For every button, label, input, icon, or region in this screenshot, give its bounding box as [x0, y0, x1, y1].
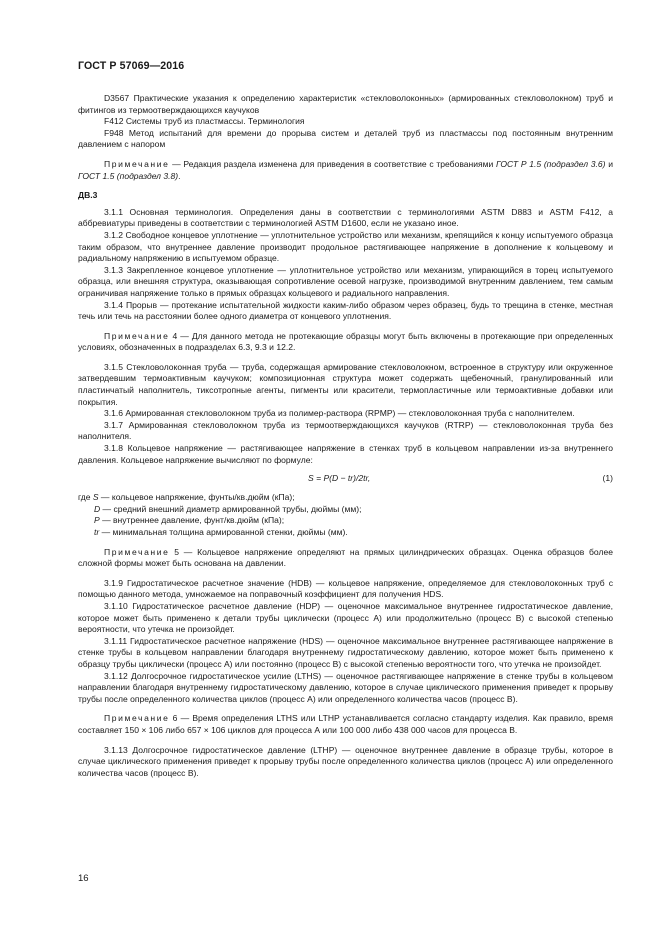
clause-3-1-3: 3.1.3 Закрепленное концевое уплотнение — уплотнительное устройство или механизм, упирающийся в торец испытуемого образца, или внешняя структура, оказывающая сопротивление осевой нагрузке, производимой внутренним давлением, тем самым ограничивая напряжение только в прямых образцах кольцевого и радиального направления. — [78, 264, 613, 298]
clause-3-1-2: 3.1.2 Свободное концевое уплотнение — уплотнительное устройство или механизм, крепящийся к концу испытуемого образца таким образом, что внутреннее давление производит продольное растягивающее напряжение в дополнение к кольцевому и радиальному напряжению в испытуемом образце. — [78, 229, 613, 264]
section-title: ДВ.3 — [78, 190, 98, 201]
definition-row — [78, 504, 613, 516]
note-label: Примечание — [104, 713, 170, 724]
clause-3-1-1: 3.1.1 Основная терминология. Определения даны в соответствии с терминологиями ASTM D883 и ASTM F412, а аббревиатуры приведены в соответствии с терминологией ASTM D1600, если не указано иное. — [78, 206, 613, 229]
note-paren-b: (подраздел 3.8) — [116, 170, 179, 181]
where-word: где — [78, 492, 93, 503]
note-label: Примечание — [104, 330, 170, 341]
note-and: и — [605, 158, 613, 169]
note-number: 6 — [169, 713, 178, 724]
note-4 — [78, 331, 613, 354]
clause-3-1-9: 3.1.9 Гидростатическое расчетное значение (HDB) — кольцевое напряжение, определяемое для стекловолоконных труб с помощью данного метода, умножаемое на поправочный коэффициент для получения HDS. — [78, 577, 613, 600]
definition-text: — средний внешний диаметр армированной трубы, дюймы (мм); — [100, 503, 362, 514]
reference-d3567: D3567 Практические указания к определению характеристик «стекловолоконных» (армированных стекловолокном) труб и фитингов из термоотверждающихся каучуков — [78, 93, 613, 115]
hoop-stress-formula — [78, 473, 613, 485]
note-editorial — [78, 159, 613, 182]
clause-3-1-11: 3.1.11 Гидростатическое расчетное напряжение (HDS) — оценочное максимальное внутреннее растягивающее напряжение в стенке трубы в кольцевом направлении благодаря внутреннему гидростатическому давлению, которое может быть применено к образцу трубы циклически (процесс А) или постоянно (процесс В) с высокой степенью вероятности того, что утечка не произойдет. — [78, 635, 613, 669]
clause-3-1-4: 3.1.4 Прорыв — протекание испытательной жидкости каким-либо образом через образец, будь то трещина в стенке, местная течь или течь на расстоянии более одного диаметра от концевого уплотнения. — [78, 299, 613, 322]
note-text: — Время определения LTHS или LTHP устанавливается согласно стандарту изделия. Как правило, время составляет 150 × 106 либо 657 × 106 циклов для процесса А или 100 000 либо 438 000 часов для процесса В. — [78, 713, 613, 735]
clause-3-1-5: 3.1.5 Стекловолоконная труба — труба, содержащая армирование стекловолокном, встроенное в структуру или окруженное затвердевшим термоактивным каучуком; композиционная структура может содержать щебеночный, гранулированный или пластинчатый наполнитель, тиксотропные агенты, пигменты или красители, термопластичные или термоактивные добавки или покрытия. — [78, 361, 613, 407]
clause-3-1-6: 3.1.6 Армированная стекловолокном труба из полимер-раствора (RPMP) — стекловолоконная труба с наполнителем. — [104, 408, 575, 419]
note-label: Примечание — [104, 546, 170, 557]
note-text: — Кольцевое напряжение определяют на прямых цилиндрических образцах. Оценка образцов более сложной формы может быть основана на давлении. — [78, 546, 613, 569]
definition-row — [78, 515, 613, 527]
page-number: 16 — [78, 873, 89, 884]
page-body — [78, 93, 613, 779]
definition-row — [78, 527, 613, 539]
note-ref-gost: ГОСТ 1.5 — [78, 170, 115, 181]
reference-f412: F412 Системы труб из пластмассы. Терминология — [104, 116, 305, 127]
note-text: — Для данного метода не протекающие образцы могут быть включены в протекающие при определенных условиях, обозначенных в подразделах 6.3, 9.3 и 12.2. — [78, 330, 613, 353]
definition-text: — кольцевое напряжение, фунты/кв.дюйм (кПа); — [98, 492, 295, 503]
clause-3-1-13: 3.1.13 Долгосрочное гидростатическое давление (LTHP) — оценочное внутреннее давление в образце трубы, которое в случае циклического применения приведет к прорыву трубы после определенного количества циклов (процесс А) или определенного количества часов (процесс В). — [78, 744, 613, 778]
formula-definitions — [78, 492, 613, 538]
note-text: — Редакция раздела изменена для приведения в соответствие с требованиями — [169, 158, 497, 169]
definition-symbol: D — [94, 503, 101, 514]
clause-3-1-10: 3.1.10 Гидростатическое расчетное давление (HDP) — оценочное максимальное внутреннее гидростатическое давление, которое может быть применено к детали трубы циклически (процесс А) или продолжительно (процесс В) с высокой степенью вероятности, что утечка не произойдет. — [78, 600, 613, 635]
clause-3-1-12: 3.1.12 Долгосрочное гидростатическое усилие (LTHS) — оценочное растягивающее напряжение в стенке трубы в кольцевом направлении благодаря внутреннему гидростатическому давлению, которое в случае циклического применения приведет к прорыву трубы после определенного количества циклов (процесс А) или определенного количества часов (процесс В). — [78, 670, 613, 704]
reference-f948: F948 Метод испытаний для времени до прорыва систем и деталей труб из пластмассы под постоянным внутренним давлением с напором — [78, 127, 613, 150]
definition-text: — внутреннее давление, фунт/кв.дюйм (кПа); — [99, 515, 285, 526]
note-5 — [78, 547, 613, 570]
note-label: Примечание — [104, 158, 170, 169]
definition-symbol: S — [92, 492, 99, 503]
formula-number: (1) — [602, 473, 613, 484]
definition-text: — минимальная толщина армированной стенки, дюймы (мм). — [99, 527, 348, 537]
note-number: 4 — [169, 330, 178, 341]
clause-3-1-7: 3.1.7 Армированная стекловолокном труба из термоотверждающихся каучуков (RTRP) — стекловолоконная труба без наполнителя. — [78, 419, 613, 442]
note-paren-a: (подраздел 3.6) — [543, 158, 606, 169]
definition-row — [78, 492, 613, 504]
note-ref-gost-r: ГОСТ Р 1.5 — [496, 158, 542, 169]
note-6 — [78, 713, 613, 736]
clause-3-1-8: 3.1.8 Кольцевое напряжение — растягивающее напряжение в стенках труб в кольцевом направлении из-за внутреннего давления. Кольцевое напряжение вычисляют по формуле: — [78, 443, 613, 465]
document-id-header: ГОСТ Р 57069—2016 — [78, 60, 185, 72]
definition-symbol: tr — [94, 527, 100, 537]
note-number: 5 — [169, 546, 180, 557]
note-end: . — [178, 170, 181, 181]
formula-expression: S = P(D − tr)/2tr, — [308, 473, 371, 484]
definition-symbol: P — [94, 515, 100, 526]
